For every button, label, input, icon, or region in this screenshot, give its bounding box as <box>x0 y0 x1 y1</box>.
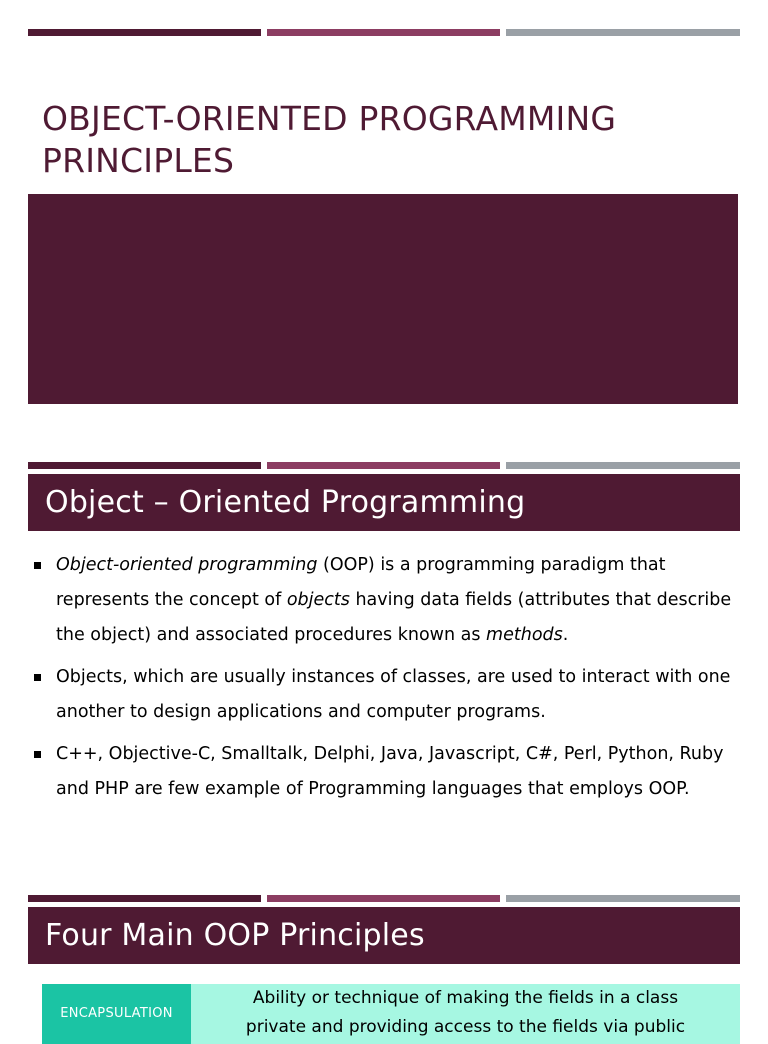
bullet-item <box>28 548 740 653</box>
bar-segment-gray <box>506 895 740 902</box>
bar-segment-accent <box>267 895 500 902</box>
bullet-item <box>28 660 740 730</box>
bullet-text: having data fields (attributes that describe the object) and associated procedures known as <box>56 590 732 645</box>
bullet-text: objects <box>286 590 350 610</box>
bullet-text: methods <box>486 625 563 645</box>
bullet-text: Objects, which are usually instances of classes, are used to interact with one another to design applications and computer programs. <box>56 667 731 722</box>
bar-segment-dark <box>28 895 261 902</box>
bullet-item <box>28 737 740 807</box>
slide2-title: Object – Oriented Programming <box>28 474 740 531</box>
principles-table <box>42 984 740 1044</box>
slide2-decorative-bar <box>28 462 740 469</box>
bar-segment-accent <box>267 29 500 36</box>
slide1-decorative-bar <box>28 29 740 36</box>
principle-description-cell: Ability or technique of making the fields in a class private and providing access to the fields via public <box>191 984 740 1044</box>
bullet-text: (OOP) is a programming paradigm that represents the concept of <box>56 555 666 610</box>
bar-segment-dark <box>28 462 261 469</box>
bullet-marker-icon <box>34 562 41 569</box>
bullet-text: C++, Objective-C, Smalltalk, Delphi, Java, Javascript, C#, Perl, Python, Ruby and PHP are few example of Programming languages that employs OOP. <box>56 744 724 799</box>
slide1-color-block <box>28 194 738 404</box>
slide3-decorative-bar <box>28 895 740 902</box>
bar-segment-gray <box>506 462 740 469</box>
principle-label-cell: ENCAPSULATION <box>42 984 191 1044</box>
slide2-bullet-list <box>28 548 740 814</box>
slide1-title: OBJECT-ORIENTED PROGRAMMING PRINCIPLES <box>42 99 617 180</box>
bar-segment-dark <box>28 29 261 36</box>
bullet-text: Object-oriented programming <box>56 555 318 575</box>
bar-segment-accent <box>267 462 500 469</box>
bullet-marker-icon <box>34 751 41 758</box>
slide3-title: Four Main OOP Principles <box>28 907 740 964</box>
bullet-text: . <box>562 625 569 645</box>
bar-segment-gray <box>506 29 740 36</box>
bullet-marker-icon <box>34 674 41 681</box>
